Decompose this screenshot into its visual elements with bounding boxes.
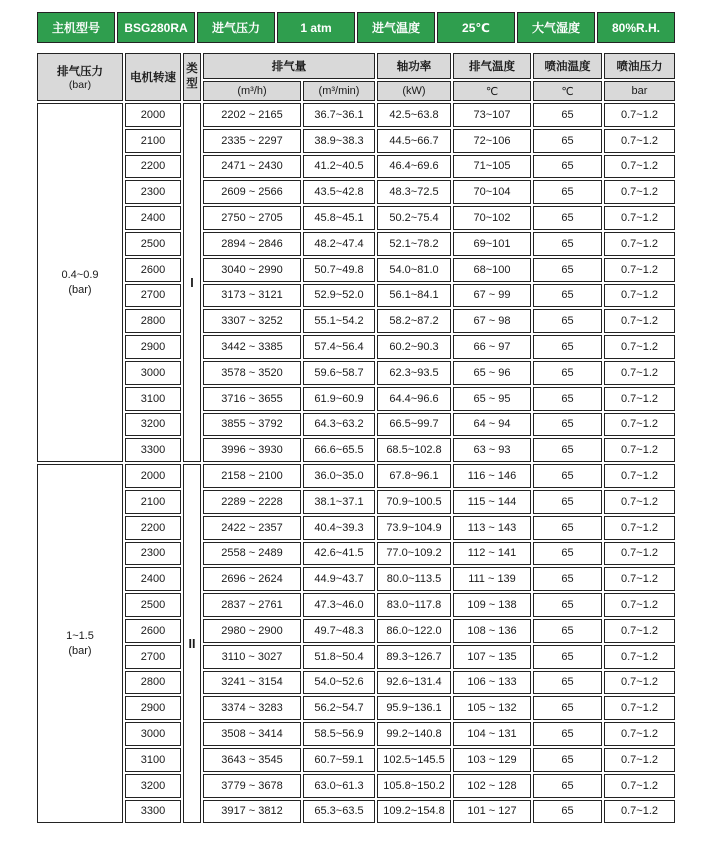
flow-m3min-cell: 50.7~49.8	[303, 258, 375, 282]
flow-m3h-cell: 3855 ~ 3792	[203, 413, 301, 437]
discharge-temp-cell: 113 ~ 143	[453, 516, 531, 540]
flow-m3min-cell: 52.9~52.0	[303, 284, 375, 308]
oil-pressure-cell: 0.7~1.2	[604, 748, 675, 772]
oil-pressure-cell: 0.7~1.2	[604, 619, 675, 643]
flow-m3min-cell: 51.8~50.4	[303, 645, 375, 669]
pressure-range: 0.4~0.9	[61, 268, 99, 281]
oil-pressure-cell: 0.7~1.2	[604, 361, 675, 385]
motor-speed-cell: 3100	[125, 387, 181, 411]
flow-m3h-cell: 3716 ~ 3655	[203, 387, 301, 411]
discharge-temp-cell: 102 ~ 128	[453, 774, 531, 798]
oil-pressure-cell: 0.7~1.2	[604, 696, 675, 720]
flow-m3min-cell: 38.9~38.3	[303, 129, 375, 153]
shaft-power-cell: 58.2~87.2	[377, 309, 451, 333]
motor-speed-cell: 2400	[125, 206, 181, 230]
unit-flow-m3min: (m³/min)	[303, 81, 375, 101]
discharge-temp-cell: 112 ~ 141	[453, 542, 531, 566]
discharge-temp-cell: 104 ~ 131	[453, 722, 531, 746]
col-header-air-delivery: 排气量	[203, 53, 375, 79]
motor-speed-cell: 2400	[125, 567, 181, 591]
shaft-power-cell: 46.4~69.6	[377, 155, 451, 179]
discharge-temp-cell: 70~102	[453, 206, 531, 230]
flow-m3h-cell: 3578 ~ 3520	[203, 361, 301, 385]
motor-speed-cell: 2100	[125, 129, 181, 153]
unit-flow-m3h: (m³/h)	[203, 81, 301, 101]
spec-row	[37, 774, 675, 798]
flow-m3min-cell: 65.3~63.5	[303, 800, 375, 824]
col-header-motor-speed: 电机转速	[125, 53, 181, 101]
spec-row	[37, 129, 675, 153]
discharge-temp-cell: 64 ~ 94	[453, 413, 531, 437]
motor-speed-cell: 2600	[125, 258, 181, 282]
oil-temp-cell: 65	[533, 593, 602, 617]
discharge-temp-cell: 71~105	[453, 155, 531, 179]
motor-speed-cell: 2300	[125, 542, 181, 566]
discharge-temp-cell: 70~104	[453, 180, 531, 204]
flow-m3min-cell: 36.7~36.1	[303, 103, 375, 127]
col-header-shaft-power: 轴功率	[377, 53, 451, 79]
motor-speed-cell: 2600	[125, 619, 181, 643]
top-header-row	[37, 12, 675, 43]
value-intake-pressure: 1 atm	[277, 12, 355, 43]
flow-m3h-cell: 3996 ~ 3930	[203, 438, 301, 462]
discharge-temp-cell: 106 ~ 133	[453, 671, 531, 695]
oil-pressure-cell: 0.7~1.2	[604, 722, 675, 746]
spec-row	[37, 748, 675, 772]
spec-row	[37, 696, 675, 720]
shaft-power-cell: 60.2~90.3	[377, 335, 451, 359]
spec-row	[37, 103, 675, 127]
flow-m3h-cell: 2335 ~ 2297	[203, 129, 301, 153]
flow-m3h-cell: 2894 ~ 2846	[203, 232, 301, 256]
spec-row	[37, 180, 675, 204]
unit-discharge-temp: ℃	[453, 81, 531, 101]
oil-temp-cell: 65	[533, 232, 602, 256]
motor-speed-cell: 2900	[125, 696, 181, 720]
discharge-temp-cell: 68~100	[453, 258, 531, 282]
discharge-temp-cell: 66 ~ 97	[453, 335, 531, 359]
oil-temp-cell: 65	[533, 155, 602, 179]
spec-row	[37, 645, 675, 669]
spec-row	[37, 542, 675, 566]
shaft-power-cell: 44.5~66.7	[377, 129, 451, 153]
oil-pressure-cell: 0.7~1.2	[604, 309, 675, 333]
unit-oil-temp: ℃	[533, 81, 602, 101]
shaft-power-cell: 73.9~104.9	[377, 516, 451, 540]
oil-temp-cell: 65	[533, 206, 602, 230]
motor-speed-cell: 2000	[125, 464, 181, 488]
shaft-power-cell: 105.8~150.2	[377, 774, 451, 798]
discharge-temp-cell: 101 ~ 127	[453, 800, 531, 824]
flow-m3min-cell: 49.7~48.3	[303, 619, 375, 643]
oil-temp-cell: 65	[533, 490, 602, 514]
flow-m3min-cell: 63.0~61.3	[303, 774, 375, 798]
motor-speed-cell: 3100	[125, 748, 181, 772]
flow-m3h-cell: 2609 ~ 2566	[203, 180, 301, 204]
flow-m3h-cell: 3374 ~ 3283	[203, 696, 301, 720]
value-ambient-humidity: 80%R.H.	[597, 12, 675, 43]
spec-row	[37, 206, 675, 230]
shaft-power-cell: 89.3~126.7	[377, 645, 451, 669]
discharge-temp-cell: 72~106	[453, 129, 531, 153]
oil-temp-cell: 65	[533, 645, 602, 669]
value-host-model: BSG280RA	[117, 12, 195, 43]
flow-m3h-cell: 2471 ~ 2430	[203, 155, 301, 179]
flow-m3h-cell: 3917 ~ 3812	[203, 800, 301, 824]
oil-pressure-cell: 0.7~1.2	[604, 129, 675, 153]
discharge-temp-cell: 73~107	[453, 103, 531, 127]
discharge-temp-cell: 103 ~ 129	[453, 748, 531, 772]
oil-pressure-cell: 0.7~1.2	[604, 387, 675, 411]
motor-speed-cell: 2900	[125, 335, 181, 359]
discharge-pressure-unit: (bar)	[68, 79, 92, 91]
oil-pressure-cell: 0.7~1.2	[604, 258, 675, 282]
flow-m3h-cell: 2558 ~ 2489	[203, 542, 301, 566]
discharge-temp-cell: 109 ~ 138	[453, 593, 531, 617]
motor-speed-cell: 2700	[125, 645, 181, 669]
flow-m3min-cell: 61.9~60.9	[303, 387, 375, 411]
discharge-temp-cell: 105 ~ 132	[453, 696, 531, 720]
shaft-power-cell: 99.2~140.8	[377, 722, 451, 746]
flow-m3min-cell: 64.3~63.2	[303, 413, 375, 437]
oil-pressure-cell: 0.7~1.2	[604, 516, 675, 540]
col-header-oil-pressure: 喷油压力	[604, 53, 675, 79]
flow-m3min-cell: 56.2~54.7	[303, 696, 375, 720]
oil-pressure-cell: 0.7~1.2	[604, 284, 675, 308]
spec-row	[37, 516, 675, 540]
oil-pressure-cell: 0.7~1.2	[604, 800, 675, 824]
flow-m3h-cell: 3040 ~ 2990	[203, 258, 301, 282]
flow-m3h-cell: 2696 ~ 2624	[203, 567, 301, 591]
flow-m3h-cell: 3442 ~ 3385	[203, 335, 301, 359]
motor-speed-cell: 2200	[125, 516, 181, 540]
flow-m3min-cell: 42.6~41.5	[303, 542, 375, 566]
motor-speed-cell: 3200	[125, 413, 181, 437]
unit-shaft-power: (kW)	[377, 81, 451, 101]
shaft-power-cell: 50.2~75.4	[377, 206, 451, 230]
oil-temp-cell: 65	[533, 103, 602, 127]
flow-m3min-cell: 66.6~65.5	[303, 438, 375, 462]
oil-pressure-cell: 0.7~1.2	[604, 490, 675, 514]
oil-pressure-cell: 0.7~1.2	[604, 567, 675, 591]
flow-m3h-cell: 2289 ~ 2228	[203, 490, 301, 514]
oil-pressure-cell: 0.7~1.2	[604, 103, 675, 127]
spec-sheet	[0, 10, 716, 842]
oil-pressure-cell: 0.7~1.2	[604, 335, 675, 359]
motor-speed-cell: 2100	[125, 490, 181, 514]
spec-row	[37, 309, 675, 333]
flow-m3min-cell: 57.4~56.4	[303, 335, 375, 359]
spec-row	[37, 671, 675, 695]
oil-temp-cell: 65	[533, 464, 602, 488]
discharge-temp-cell: 108 ~ 136	[453, 619, 531, 643]
oil-temp-cell: 65	[533, 619, 602, 643]
discharge-temp-cell: 63 ~ 93	[453, 438, 531, 462]
oil-temp-cell: 65	[533, 309, 602, 333]
shaft-power-cell: 109.2~154.8	[377, 800, 451, 824]
flow-m3h-cell: 2980 ~ 2900	[203, 619, 301, 643]
flow-m3h-cell: 3241 ~ 3154	[203, 671, 301, 695]
shaft-power-cell: 42.5~63.8	[377, 103, 451, 127]
label-host-model: 主机型号	[37, 12, 115, 43]
shaft-power-cell: 92.6~131.4	[377, 671, 451, 695]
flow-m3min-cell: 41.2~40.5	[303, 155, 375, 179]
oil-pressure-cell: 0.7~1.2	[604, 438, 675, 462]
flow-m3h-cell: 3643 ~ 3545	[203, 748, 301, 772]
oil-temp-cell: 65	[533, 722, 602, 746]
flow-m3h-cell: 2750 ~ 2705	[203, 206, 301, 230]
flow-m3min-cell: 43.5~42.8	[303, 180, 375, 204]
motor-speed-cell: 2800	[125, 671, 181, 695]
oil-temp-cell: 65	[533, 180, 602, 204]
top-header-bar	[35, 10, 677, 45]
spec-row	[37, 593, 675, 617]
flow-m3min-cell: 58.5~56.9	[303, 722, 375, 746]
flow-m3min-cell: 60.7~59.1	[303, 748, 375, 772]
oil-temp-cell: 65	[533, 567, 602, 591]
oil-temp-cell: 65	[533, 516, 602, 540]
oil-temp-cell: 65	[533, 335, 602, 359]
oil-pressure-cell: 0.7~1.2	[604, 413, 675, 437]
spec-row	[37, 335, 675, 359]
spec-row	[37, 800, 675, 824]
discharge-temp-cell: 67 ~ 98	[453, 309, 531, 333]
shaft-power-cell: 70.9~100.5	[377, 490, 451, 514]
unit-oil-pressure: bar	[604, 81, 675, 101]
spec-row	[37, 232, 675, 256]
flow-m3h-cell: 3779 ~ 3678	[203, 774, 301, 798]
flow-m3h-cell: 2422 ~ 2357	[203, 516, 301, 540]
motor-speed-cell: 3200	[125, 774, 181, 798]
motor-speed-cell: 2500	[125, 232, 181, 256]
oil-temp-cell: 65	[533, 438, 602, 462]
oil-pressure-cell: 0.7~1.2	[604, 155, 675, 179]
oil-pressure-cell: 0.7~1.2	[604, 593, 675, 617]
oil-pressure-cell: 0.7~1.2	[604, 180, 675, 204]
pressure-range-cell	[37, 103, 123, 462]
spec-row	[37, 361, 675, 385]
oil-pressure-cell: 0.7~1.2	[604, 542, 675, 566]
spec-row	[37, 413, 675, 437]
spec-row	[37, 387, 675, 411]
motor-speed-cell: 2000	[125, 103, 181, 127]
motor-speed-cell: 3000	[125, 361, 181, 385]
shaft-power-cell: 48.3~72.5	[377, 180, 451, 204]
oil-temp-cell: 65	[533, 748, 602, 772]
label-intake-pressure: 进气压力	[197, 12, 275, 43]
spec-row	[37, 567, 675, 591]
motor-speed-cell: 2500	[125, 593, 181, 617]
shaft-power-cell: 83.0~117.8	[377, 593, 451, 617]
shaft-power-cell: 77.0~109.2	[377, 542, 451, 566]
shaft-power-cell: 66.5~99.7	[377, 413, 451, 437]
oil-temp-cell: 65	[533, 284, 602, 308]
spec-row	[37, 258, 675, 282]
spec-table	[35, 51, 677, 825]
header-row-labels	[37, 53, 675, 79]
pressure-unit: (bar)	[68, 644, 92, 657]
type-cell: II	[183, 464, 201, 823]
shaft-power-cell: 56.1~84.1	[377, 284, 451, 308]
motor-speed-cell: 2700	[125, 284, 181, 308]
oil-temp-cell: 65	[533, 387, 602, 411]
flow-m3min-cell: 45.8~45.1	[303, 206, 375, 230]
shaft-power-cell: 64.4~96.6	[377, 387, 451, 411]
flow-m3min-cell: 36.0~35.0	[303, 464, 375, 488]
discharge-temp-cell: 107 ~ 135	[453, 645, 531, 669]
discharge-temp-cell: 67 ~ 99	[453, 284, 531, 308]
spec-row	[37, 438, 675, 462]
spec-row	[37, 155, 675, 179]
flow-m3h-cell: 3110 ~ 3027	[203, 645, 301, 669]
discharge-temp-cell: 65 ~ 95	[453, 387, 531, 411]
spec-row	[37, 490, 675, 514]
spec-table-body	[37, 103, 675, 823]
shaft-power-cell: 95.9~136.1	[377, 696, 451, 720]
flow-m3h-cell: 2837 ~ 2761	[203, 593, 301, 617]
spec-row	[37, 722, 675, 746]
motor-speed-cell: 2300	[125, 180, 181, 204]
label-intake-temperature: 进气温度	[357, 12, 435, 43]
spec-row	[37, 284, 675, 308]
discharge-temp-cell: 69~101	[453, 232, 531, 256]
oil-temp-cell: 65	[533, 800, 602, 824]
pressure-range: 1~1.5	[66, 629, 94, 642]
oil-temp-cell: 65	[533, 413, 602, 437]
spec-row	[37, 464, 675, 488]
col-header-oil-temp: 喷油温度	[533, 53, 602, 79]
flow-m3min-cell: 38.1~37.1	[303, 490, 375, 514]
flow-m3h-cell: 3508 ~ 3414	[203, 722, 301, 746]
discharge-temp-cell: 65 ~ 96	[453, 361, 531, 385]
col-header-discharge-temp: 排气温度	[453, 53, 531, 79]
flow-m3min-cell: 40.4~39.3	[303, 516, 375, 540]
flow-m3h-cell: 2202 ~ 2165	[203, 103, 301, 127]
flow-m3h-cell: 2158 ~ 2100	[203, 464, 301, 488]
oil-temp-cell: 65	[533, 774, 602, 798]
col-header-discharge-pressure	[37, 53, 123, 101]
oil-pressure-cell: 0.7~1.2	[604, 232, 675, 256]
motor-speed-cell: 3000	[125, 722, 181, 746]
oil-temp-cell: 65	[533, 129, 602, 153]
label-ambient-humidity: 大气湿度	[517, 12, 595, 43]
discharge-pressure-label: 排气压力	[57, 66, 103, 78]
shaft-power-cell: 54.0~81.0	[377, 258, 451, 282]
oil-temp-cell: 65	[533, 258, 602, 282]
oil-temp-cell: 65	[533, 361, 602, 385]
pressure-unit: (bar)	[68, 283, 92, 296]
motor-speed-cell: 2200	[125, 155, 181, 179]
oil-pressure-cell: 0.7~1.2	[604, 206, 675, 230]
discharge-temp-cell: 111 ~ 139	[453, 567, 531, 591]
discharge-temp-cell: 116 ~ 146	[453, 464, 531, 488]
flow-m3min-cell: 59.6~58.7	[303, 361, 375, 385]
motor-speed-cell: 3300	[125, 800, 181, 824]
shaft-power-cell: 80.0~113.5	[377, 567, 451, 591]
motor-speed-cell: 2800	[125, 309, 181, 333]
oil-temp-cell: 65	[533, 542, 602, 566]
flow-m3min-cell: 44.9~43.7	[303, 567, 375, 591]
flow-m3h-cell: 3173 ~ 3121	[203, 284, 301, 308]
shaft-power-cell: 67.8~96.1	[377, 464, 451, 488]
value-intake-temperature: 25℃	[437, 12, 515, 43]
shaft-power-cell: 62.3~93.5	[377, 361, 451, 385]
shaft-power-cell: 52.1~78.2	[377, 232, 451, 256]
oil-pressure-cell: 0.7~1.2	[604, 774, 675, 798]
oil-temp-cell: 65	[533, 671, 602, 695]
oil-pressure-cell: 0.7~1.2	[604, 645, 675, 669]
motor-speed-cell: 3300	[125, 438, 181, 462]
pressure-range-cell	[37, 464, 123, 823]
oil-pressure-cell: 0.7~1.2	[604, 671, 675, 695]
flow-m3min-cell: 48.2~47.4	[303, 232, 375, 256]
oil-pressure-cell: 0.7~1.2	[604, 464, 675, 488]
shaft-power-cell: 86.0~122.0	[377, 619, 451, 643]
shaft-power-cell: 68.5~102.8	[377, 438, 451, 462]
spec-table-header	[37, 53, 675, 101]
spec-row	[37, 619, 675, 643]
col-header-type: 类型	[183, 53, 201, 101]
flow-m3h-cell: 3307 ~ 3252	[203, 309, 301, 333]
oil-temp-cell: 65	[533, 696, 602, 720]
flow-m3min-cell: 54.0~52.6	[303, 671, 375, 695]
flow-m3min-cell: 47.3~46.0	[303, 593, 375, 617]
flow-m3min-cell: 55.1~54.2	[303, 309, 375, 333]
discharge-temp-cell: 115 ~ 144	[453, 490, 531, 514]
shaft-power-cell: 102.5~145.5	[377, 748, 451, 772]
type-cell: I	[183, 103, 201, 462]
